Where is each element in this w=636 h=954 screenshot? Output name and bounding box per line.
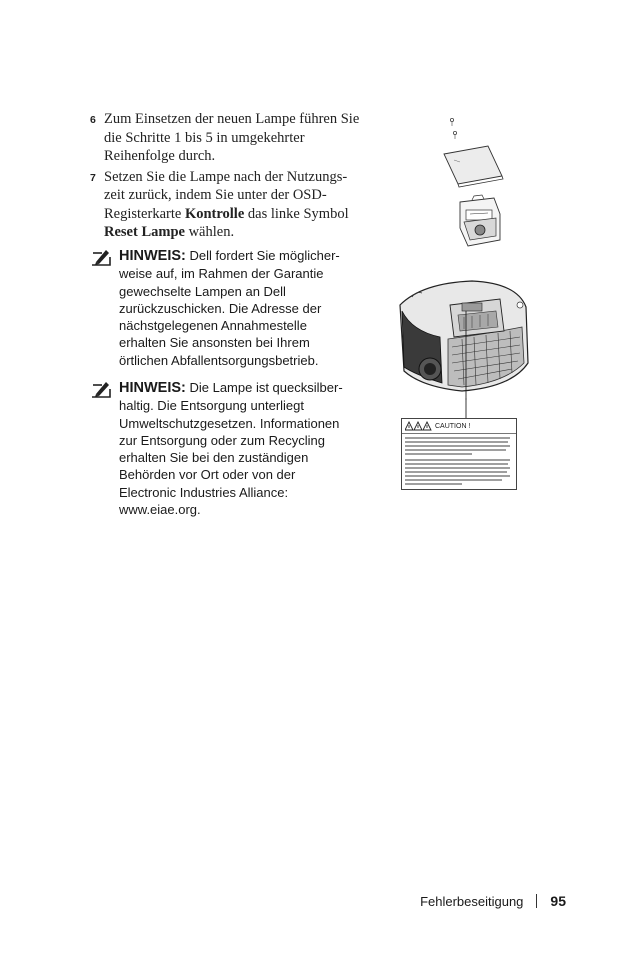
projector-illustration xyxy=(392,275,532,400)
note-label: HINWEIS: xyxy=(119,380,186,396)
note-text: Dell fordert Sie möglicher-weise auf, im Rahmen der Garantie gewechselte Lampen an Dell zurückzuschicken. Die Adresse der nächstgelegenen Annahmestelle erhalten Sie ansonsten bei Ihrem örtlichen Abfallentsorgungsbetrieb. xyxy=(119,248,340,368)
step-list xyxy=(90,110,360,244)
note-text: Die Lampe ist quecksilber-haltig. Die Entsorgung unterliegt Umweltschutzgesetzen. Informationen zur Entsorgung oder zum Recycling erhalten Sie bei den zuständigen Behörden vor Ort oder von der Electronic Industries Alliance: www.eiae.org. xyxy=(119,380,343,518)
step-7 xyxy=(90,168,360,242)
step-number: 7 xyxy=(90,171,96,184)
step-text-part: Setzen Sie die Lampe nach der Nutzungs-zeit zurück, indem Sie unter der OSD-Registerkarte xyxy=(104,168,348,222)
footer-divider xyxy=(536,894,537,908)
leader-line xyxy=(465,398,469,418)
step-text-part: wählen. xyxy=(184,224,235,240)
footer-section-title: Fehlerbeseitigung xyxy=(420,893,524,909)
note-mercury xyxy=(90,379,352,518)
step-text: Zum Einsetzen der neuen Lampe führen Sie die Schritte 1 bis 5 in umgekehrter Reihenfolge durch. xyxy=(104,111,360,164)
pencil-note-icon xyxy=(90,247,112,267)
caution-label-header xyxy=(402,419,516,434)
ui-term-kontrolle: Kontrolle xyxy=(184,205,245,222)
warning-triangle-icon xyxy=(405,421,433,431)
caution-title: CAUTION ! xyxy=(435,422,471,430)
step-number: 6 xyxy=(90,114,96,126)
note-warranty xyxy=(90,247,352,369)
step-text-part: das linke Symbol xyxy=(244,205,349,222)
pencil-note-icon xyxy=(90,379,112,399)
note-label: HINWEIS: xyxy=(119,248,186,264)
lamp-replacement-illustration xyxy=(430,110,520,260)
page-footer xyxy=(420,893,566,909)
page-number: 95 xyxy=(550,893,566,909)
caution-label xyxy=(401,418,517,490)
caution-fine-print xyxy=(402,434,514,490)
ui-term-reset-lampe: Reset Lampe xyxy=(104,224,185,240)
step-6 xyxy=(90,110,360,166)
